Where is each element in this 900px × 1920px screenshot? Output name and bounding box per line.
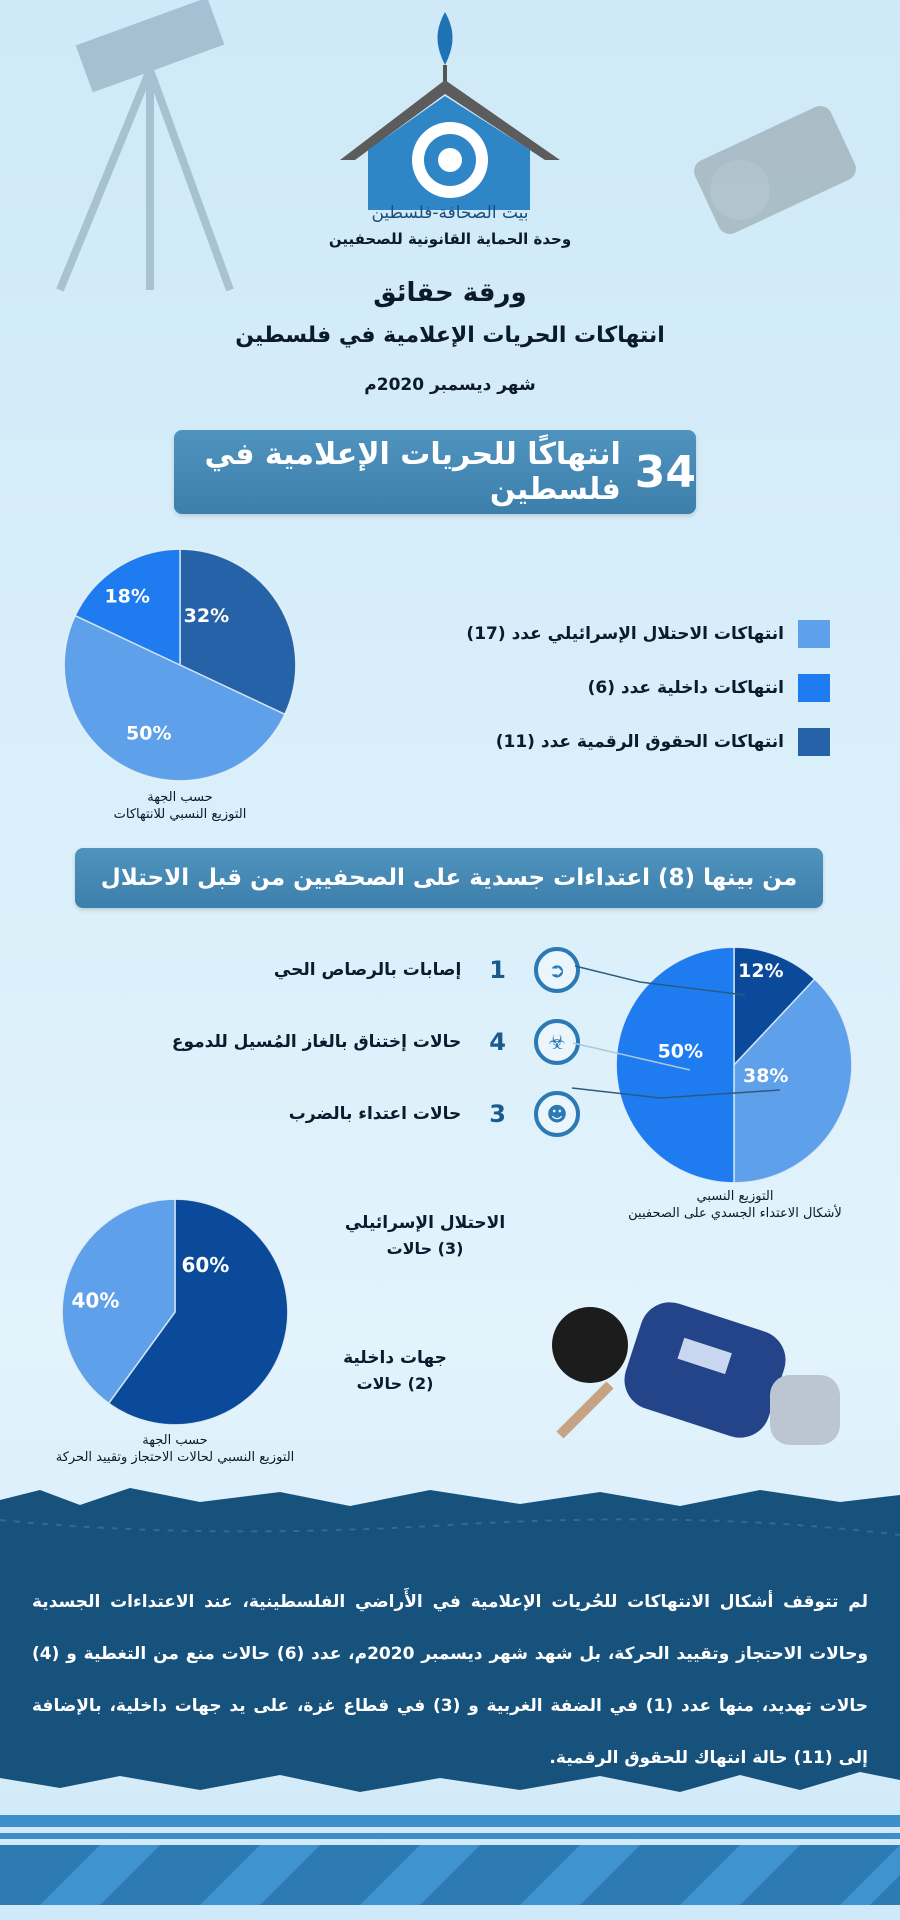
attack-count: 1 [489,956,506,984]
pie1-caption [60,789,300,823]
legend-swatch [798,620,830,648]
page-title: ورقة حقائق [373,278,527,308]
press-house-logo [330,10,570,210]
pie3-caption [10,1432,340,1466]
occupation-label: الاحتلال الإسرائيلي [344,1213,506,1233]
pie2-label-0: 12% [738,960,784,983]
occupation-side-label [330,1210,520,1262]
legend-item-internal [420,674,830,702]
attack-label: إصابات بالرصاص الحي [273,960,462,980]
legend-label: انتهاكات داخلية عدد (6) [587,678,784,698]
banner-count: 34 [634,446,696,498]
attack-item-bullets [60,942,580,998]
pie3-caption-line2: التوزيع النسبي لحالات الاحتجاز وتقييد الحركة [55,1450,295,1465]
legend-swatch [798,674,830,702]
legend-item-occupation [420,620,830,648]
pie2-caption [585,1188,885,1222]
banner2-text: من بينها (8) اعتداءات جسدية على الصحفيين من قبل الاحتلال [100,865,798,891]
pie2-label-1: 38% [742,1065,789,1088]
attack-types-list [60,942,580,1142]
page-subtitle: انتهاكات الحريات الإعلامية في فلسطين [235,323,665,348]
gas-mask-icon: ☣ [534,1019,580,1065]
violations-pie-chart [60,545,300,785]
pie2-caption-line2: لأشكال الاعتداء الجسدي على الصحفيين [628,1206,842,1221]
legend-item-digital [420,728,830,756]
pie1-label-1: 50% [126,722,172,745]
journalist-illustration [540,1275,870,1475]
report-month: شهر ديسمبر 2020م [364,375,536,395]
internal-cases: (2) حالات [356,1374,434,1393]
assault-icon: ☻ [534,1091,580,1137]
pie2-label-2: 50% [657,1040,704,1063]
attack-count: 3 [489,1100,506,1128]
pie1-label-0: 32% [183,604,230,627]
attack-label: حالات اعتداء بالضرب [288,1104,462,1124]
attack-item-gas [60,1014,580,1070]
physical-attacks-banner [75,848,823,908]
total-violations-banner [174,430,696,514]
summary-paragraph: لم تتوقف أشكال الانتهاكات للحُريات الإعلامية في الأَراضي الفلسطينية، عند الاعتداءات الجسدية وحالات الاحتجاز وتقييد الحركة، بل شهد شهر ديسمبر 2020م، عدد (6) حالات منع من التغطية و (4) حالات تهديد، منها عدد (1) في الضفة الغربية و (3) في قطاع غزة، على يد جهات داخلية، بالإضافة إلى (11) حالة انتهاك للحقوق الرقمية. [32,1592,869,1768]
attack-forms-pie-chart [612,943,856,1187]
attack-label: حالات إختناق بالغاز المُسيل للدموع [171,1032,462,1052]
bottom-stripes [0,1815,900,1920]
legend-label: انتهاكات الحقوق الرقمية عدد (11) [495,732,784,752]
legend-swatch [798,728,830,756]
pie3-label-1: 40% [71,1288,120,1313]
pie2-slice-2 [616,947,734,1183]
attack-item-beating [60,1086,580,1142]
pie3-label-0: 60% [181,1253,230,1278]
detention-pie-chart [58,1195,292,1429]
banner-text: انتهاكًا للحريات الإعلامية في فلسطين [204,437,621,507]
org-name: بيت الصحافة-فلسطين [371,203,529,223]
pie1-caption-line2: التوزيع النسبي للانتهاكات [113,807,247,822]
attack-count: 4 [489,1028,506,1056]
tripod-decoration [20,0,240,300]
pie2-caption-line1: التوزيع النسبي [696,1189,774,1204]
internal-side-label [330,1345,460,1397]
pie1-caption-line1: حسب الجهة [147,790,213,805]
internal-label: جهات داخلية [343,1348,447,1368]
bullet-icon: ➲ [534,947,580,993]
legend-label: انتهاكات الاحتلال الإسرائيلي عدد (17) [466,624,784,644]
violations-legend [420,620,830,756]
occupation-cases: (3) حالات [386,1239,464,1258]
org-unit: وحدة الحماية القانونية للصحفيين [328,230,572,248]
pie3-caption-line1: حسب الجهة [142,1433,208,1448]
pie1-label-2: 18% [104,585,150,608]
